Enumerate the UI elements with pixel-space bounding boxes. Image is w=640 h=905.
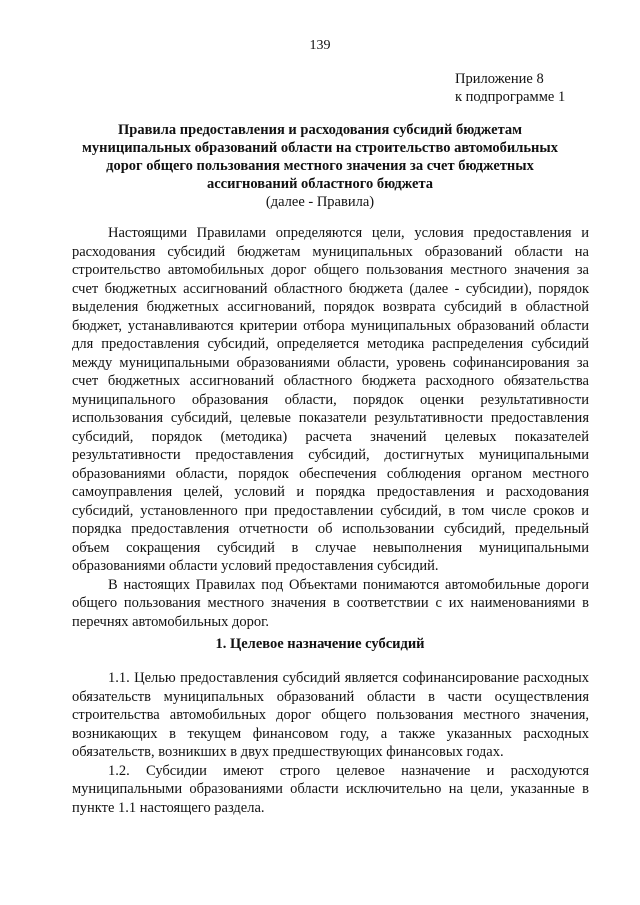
document-title: [60, 121, 580, 193]
page-number: 139: [309, 38, 331, 53]
section-1-heading: 1. Целевое назначение субсидий: [215, 636, 425, 652]
clause-1-1: 1.1. Целью предоставления субсидий является софинансирование расходных обязательств муниципальных образований области в части осуществления строительства автомобильных дорог общего пользования местного значения, возникающих в текущем финансовом году, а также указанных расходных обязательств, возникших в двух предшествующих финансовых годах.: [72, 670, 589, 760]
title-line-1: Правила предоставления и расходования субсидий бюджетам: [118, 122, 522, 138]
appendix-line-1: Приложение 8: [455, 71, 544, 87]
document-subtitle: (далее - Правила): [265, 194, 375, 210]
title-line-4: ассигнований областного бюджета: [206, 176, 433, 192]
section-1-body: [72, 669, 589, 817]
title-line-2: муниципальных образований области на строительство автомобильных: [82, 140, 558, 156]
title-line-3: дорог общего пользования местного значения за счет бюджетных: [106, 158, 534, 174]
intro-paragraph-2: В настоящих Правилах под Объектами понимаются автомобильные дороги общего пользования местного значения в соответствии с их наименованиями в перечнях автомобильных дорог.: [72, 576, 589, 630]
intro-section: [72, 224, 589, 631]
appendix-line-2: к подпрограмме 1: [455, 89, 566, 105]
appendix-label: [455, 70, 565, 106]
intro-paragraph-1: Настоящими Правилами определяются цели, условия предоставления и расходования субсидий бюджетам муниципальных образований области на строительство автомобильных дорог общего пользования местного значения за счет бюджетных ассигнований областного бюджета (далее - субсидии), порядок выделения бюджетных ассигнований, порядок возврата субсидий в областной бюджет, устанавливаются критерии отбора муниципальных образований области для предоставления субсидий, определяется методика распределения субсидий между муниципальными образованиями области, уровень софинансирования за счет бюджетных ассигнований областного бюджета расходного обязательства муниципального образования области, порядок оценки результативности использования субсидий, целевые показатели результативности предоставления субсидий, порядок (методика) расчета значений целевых показателей результативности предоставления субсидий, достигнутых муниципальными образованиями области, порядок обеспечения соблюдения органом местного самоуправления целей, условий и порядка предоставления и расходования субсидий, установленного при предоставлении субсидий, в том числе сроков и порядка предоставления отчетности об использовании субсидий, предельный объем сокращения субсидий в случае невыполнения муниципальными образованиями области условий предоставления субсидий.: [72, 225, 589, 574]
clause-1-2: 1.2. Субсидии имеют строго целевое назначение и расходуются муниципальными образованиями области исключительно на цели, указанные в пункте 1.1 настоящего раздела.: [72, 762, 589, 816]
